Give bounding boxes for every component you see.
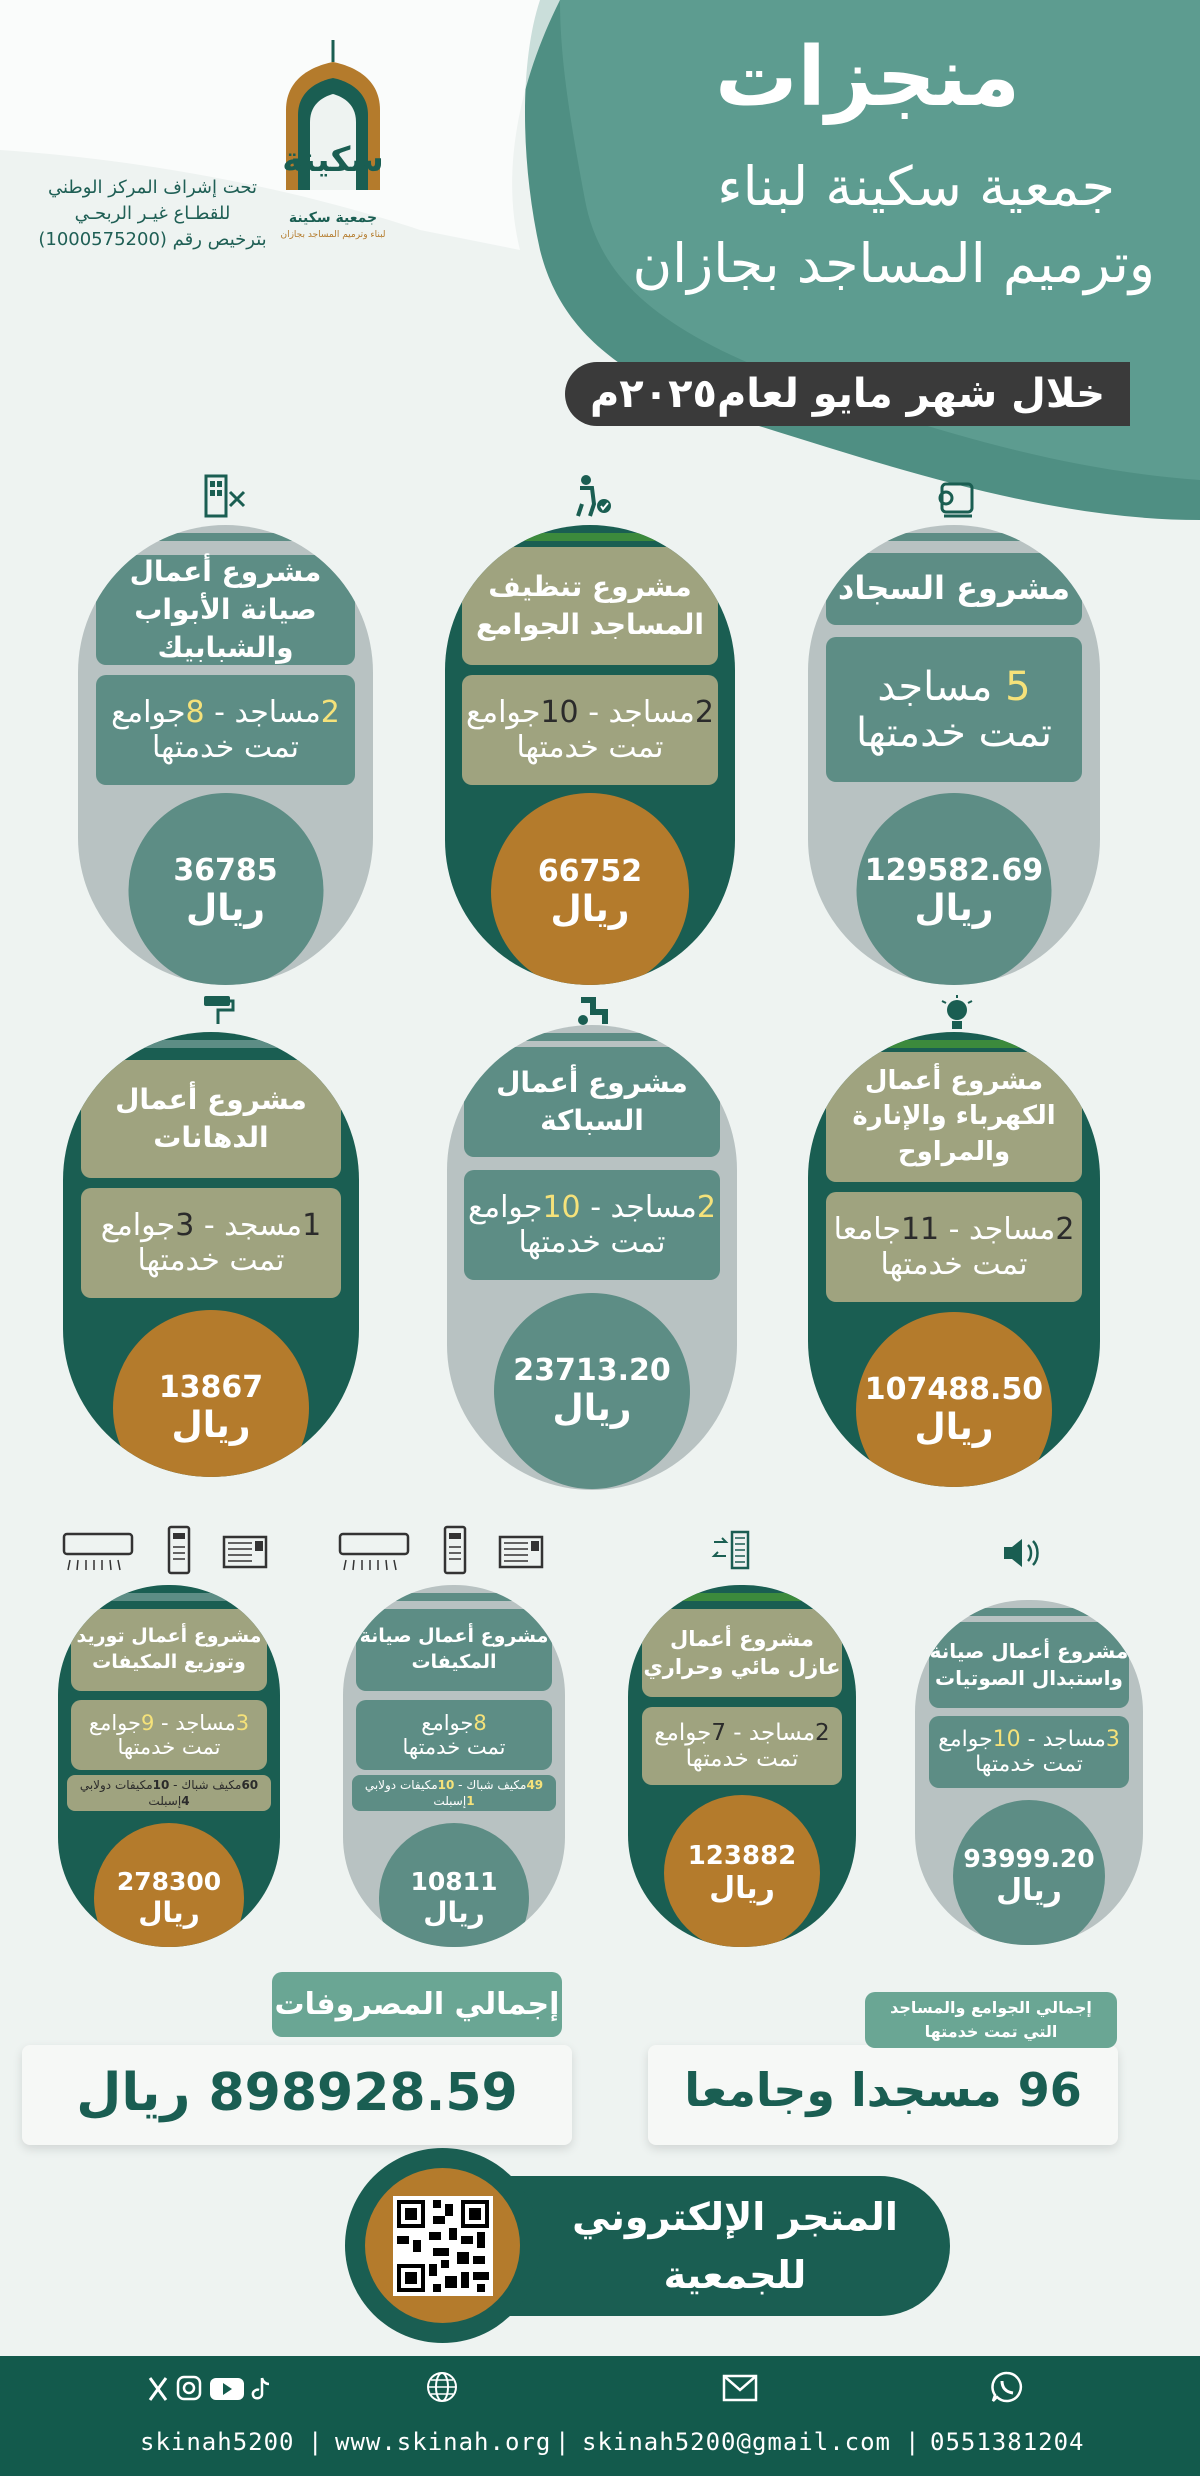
currency-label: ريال [171, 1405, 251, 1446]
count-post: جوامع [421, 1711, 474, 1735]
project-count [71, 1700, 266, 1770]
carpet-icon [936, 478, 980, 522]
mosques-label-line-1: إجمالي الجوامع والمساجد [890, 1998, 1092, 2017]
logo [278, 40, 388, 250]
footer-sep-1: | [308, 2428, 324, 2456]
social-icons [148, 2372, 298, 2408]
mosques-total-label [865, 1992, 1117, 2048]
project-electric [808, 1032, 1100, 1487]
count-pre: 1 [302, 1208, 322, 1243]
project-count [642, 1707, 843, 1785]
note-b-num: 10 [152, 1778, 170, 1792]
count-pre: 2 [696, 1190, 716, 1225]
amount-circle [491, 793, 689, 985]
social-handle[interactable]: skinah5200 [140, 2428, 295, 2456]
count-pre: 2 [320, 695, 340, 730]
amount-circle [494, 1293, 690, 1489]
count-num: 8 [473, 1711, 487, 1735]
store-line-2: للجمعية [663, 2253, 807, 2297]
website-link[interactable]: www.skinah.org [335, 2428, 552, 2456]
paint-roller-icon [200, 992, 236, 1028]
amount-circle [857, 793, 1052, 985]
whatsapp-icon [990, 2370, 1024, 2404]
amount-circle [128, 793, 323, 985]
count-post: جوامع [468, 1190, 543, 1225]
amount-circle [953, 1800, 1105, 1945]
cleaner-icon [568, 472, 614, 518]
project-title: مشروع أعمال الكهرباء والإنارة والمراوح [826, 1052, 1083, 1182]
count-num: 3 [175, 1208, 195, 1243]
amount-value: 66752 [537, 854, 643, 889]
lightbulb-icon [940, 995, 974, 1035]
capsule-bar [497, 533, 683, 541]
count-post: جوامع [100, 1208, 176, 1243]
period-ribbon: خلال شهر مايو لعام٢٠٢٥م [565, 362, 1130, 426]
count-num: 10 [992, 1727, 1021, 1752]
phone-number[interactable]: 0551381204 [930, 2428, 1085, 2456]
capsule-bar [669, 1593, 815, 1601]
note-c-num: 4 [181, 1794, 190, 1808]
currency-label: ريال [996, 1873, 1062, 1908]
note-a-num: 60 [241, 1778, 259, 1792]
count-mid: مساجد - [725, 1720, 816, 1746]
capsule-bar [383, 1593, 525, 1601]
note-a: مكيف شباك - [169, 1778, 242, 1792]
note-c: إسبلت [148, 1794, 182, 1808]
window-ac-icon [222, 1535, 268, 1569]
supervision-line-1: تحت إشراف المركز الوطني [47, 177, 257, 198]
globe-icon [425, 2370, 459, 2404]
count-pre: 3 [235, 1711, 250, 1735]
store-line-1: المتجر الإلكتروني [572, 2195, 898, 2239]
project-title: مشروع تنظيف المساجد الجوامع [462, 547, 717, 665]
capsule-bar [116, 1040, 305, 1048]
email-link[interactable]: skinah5200@gmail.com [582, 2428, 891, 2456]
project-count [826, 1192, 1083, 1302]
floor-ac-icon [166, 1525, 192, 1575]
count-pre: 2 [815, 1720, 830, 1746]
amount-value: 23713.20 [513, 1353, 671, 1388]
expenses-total-box [22, 2045, 572, 2145]
amount-value: 13867 [158, 1370, 264, 1405]
project-painting [63, 1032, 359, 1477]
note-c-num: 1 [466, 1794, 475, 1808]
count-mid: مسجد - [194, 1208, 303, 1243]
footer-sep-3: | [905, 2428, 921, 2456]
count-num: 10 [540, 695, 579, 730]
project-sound [915, 1600, 1143, 1945]
project-count [462, 675, 717, 785]
ac-units-note [352, 1775, 556, 1811]
count-mid: مساجد - [154, 1711, 236, 1735]
supervision-note [30, 175, 275, 253]
project-title: مشروع أعمال توريد وتوزيع المكيفات [71, 1609, 266, 1691]
project-title: مشروع أعمال السباكة [464, 1047, 719, 1157]
insulation-icon [710, 1528, 754, 1572]
project-ac-supply [58, 1585, 280, 1947]
window-ac-icon-2 [498, 1535, 544, 1569]
count-post: جوامع [111, 695, 186, 730]
project-ac-maintenance [343, 1585, 565, 1947]
amount-value: 36785 [173, 852, 278, 888]
capsule-bar [98, 1593, 240, 1601]
instagram-icon [178, 2377, 200, 2399]
logo-line-2: لبناء وترميم المساجد بجازان [280, 230, 386, 240]
count-mid: مساجد - [578, 695, 695, 730]
note-b-num: 10 [437, 1778, 455, 1792]
count-num: 11 [900, 1212, 940, 1247]
currency-label: ريال [914, 1407, 994, 1448]
count-pre: 2 [694, 695, 714, 730]
logo-name: سكينة [282, 140, 384, 180]
currency-label: ريال [423, 1896, 485, 1929]
split-ac-icon [62, 1530, 134, 1572]
amount-value: 93999.20 [963, 1844, 1095, 1873]
count-post: جوامع [88, 1711, 141, 1735]
split-ac-icon-2 [338, 1530, 410, 1572]
served-label: تمت خدمتها [402, 1735, 506, 1759]
currency-label: ريال [550, 889, 630, 930]
count-post: جوامع [654, 1720, 712, 1746]
count-mid: مساجد - [204, 695, 321, 730]
count-num: 9 [141, 1711, 155, 1735]
count-post: جامعا [833, 1212, 901, 1247]
note-c: إسبلت [433, 1794, 467, 1808]
project-title: مشروع أعمال صيانة واستبدال الصوتيات [929, 1622, 1130, 1708]
footer [0, 2356, 1200, 2476]
served-label: تمت خدمتها [117, 1735, 221, 1759]
project-insulation [628, 1585, 856, 1947]
amount-circle [113, 1310, 309, 1477]
count-mid: مساجد - [580, 1190, 697, 1225]
served-label: تمت خدمتها [137, 1243, 285, 1278]
footer-sep-2: | [555, 2428, 571, 2456]
currency-label: ريال [186, 887, 265, 929]
youtube-icon [210, 2378, 244, 2400]
expenses-total-value: 898928.59 ريال [76, 2063, 518, 2123]
capsule-bar [499, 1033, 685, 1041]
capsule-bar [131, 533, 320, 541]
amount-value: 129582.69 [864, 852, 1044, 888]
served-label: تمت خدمتها [151, 730, 300, 765]
note-b: مكيفات دولابي [364, 1778, 438, 1792]
subtitle-line-1: جمعية سكينة لبناء [717, 155, 1115, 218]
count-num: 8 [185, 695, 205, 730]
floor-ac-icon-2 [442, 1525, 468, 1575]
qr-code-icon[interactable] [393, 2196, 493, 2296]
currency-label: ريال [709, 1870, 775, 1906]
door-tools-icon [200, 472, 248, 520]
project-count [929, 1716, 1130, 1788]
amount-value: 278300 [116, 1867, 222, 1896]
supervision-line-2: للقطـاع غيـر الربحـي [74, 203, 231, 224]
currency-label: ريال [914, 887, 994, 929]
project-title: مشروع أعمال عازل مائي وحراري [642, 1609, 843, 1697]
capsule-bar [861, 1040, 1048, 1048]
count-pre: 3 [1105, 1727, 1120, 1752]
served-label: تمت خدمتها [975, 1752, 1083, 1777]
project-count [356, 1700, 551, 1770]
capsule-bar [956, 1608, 1102, 1616]
served-label: تمت خدمتها [880, 1247, 1028, 1282]
tiktok-icon [253, 2378, 269, 2398]
project-count [96, 675, 356, 785]
mosques-total-value: 96 مسجدا وجامعا [684, 2063, 1082, 2117]
project-plumbing [447, 1025, 737, 1490]
count-pre: 2 [1055, 1212, 1075, 1247]
count-num: 5 [1005, 663, 1031, 710]
project-doors [78, 525, 373, 985]
speaker-icon [1000, 1535, 1044, 1571]
count-num: 10 [542, 1190, 581, 1225]
ac-units-note [67, 1775, 271, 1811]
currency-label: ريال [552, 1388, 632, 1429]
online-store-banner[interactable] [345, 2148, 950, 2343]
note-a-num: 49 [526, 1778, 544, 1792]
count-mid: مساجد - [939, 1212, 1056, 1247]
count-post: جوامع [466, 695, 541, 730]
project-cleaning [445, 525, 735, 985]
currency-label: ريال [138, 1896, 200, 1929]
amount-circle [664, 1795, 820, 1947]
amount-value: 10811 [410, 1867, 498, 1896]
amount-value: 123882 [687, 1840, 797, 1871]
amount-circle [379, 1823, 529, 1947]
page-title: منجزات [715, 30, 1020, 125]
project-title: مشروع أعمال صيانة المكيفات [356, 1609, 551, 1691]
count-post: مساجد [877, 663, 1006, 710]
project-count [826, 637, 1083, 782]
mail-icon [722, 2374, 758, 2402]
count-post: جوامع [938, 1727, 993, 1752]
project-carpets [808, 525, 1100, 985]
served-label: تمت خدمتها [685, 1746, 799, 1772]
store-text [555, 2188, 915, 2304]
note-b: مكيفات دولابي [79, 1778, 153, 1792]
project-title: مشروع أعمال صيانة الأبواب والشبابيك [96, 555, 356, 665]
project-count [81, 1188, 341, 1298]
count-mid: مساجد - [1020, 1727, 1106, 1752]
count-num: 7 [711, 1720, 726, 1746]
logo-line-1: جمعية سكينة [288, 210, 378, 226]
amount-circle [94, 1823, 244, 1947]
mosques-total-box [648, 2045, 1118, 2145]
note-a: مكيف شباك - [454, 1778, 527, 1792]
served-label: تمت خدمتها [855, 709, 1053, 756]
amount-circle [856, 1312, 1052, 1487]
project-count [464, 1170, 719, 1280]
project-title: مشروع السجاد [826, 553, 1083, 625]
capsule-bar [861, 533, 1048, 541]
served-label: تمت خدمتها [516, 730, 664, 765]
supervision-line-3: بترخيص رقم (1000575200) [38, 229, 267, 250]
project-title: مشروع أعمال الدهانات [81, 1060, 341, 1178]
amount-value: 107488.50 [864, 1372, 1044, 1407]
expenses-total-label: إجمالي المصروفات [272, 1972, 562, 2037]
mosques-label-line-2: التي تمت خدمتها [924, 2022, 1058, 2041]
served-label: تمت خدمتها [518, 1225, 666, 1260]
x-icon [150, 2378, 166, 2400]
subtitle-line-2: وترميم المساجد بجازان [632, 232, 1155, 295]
